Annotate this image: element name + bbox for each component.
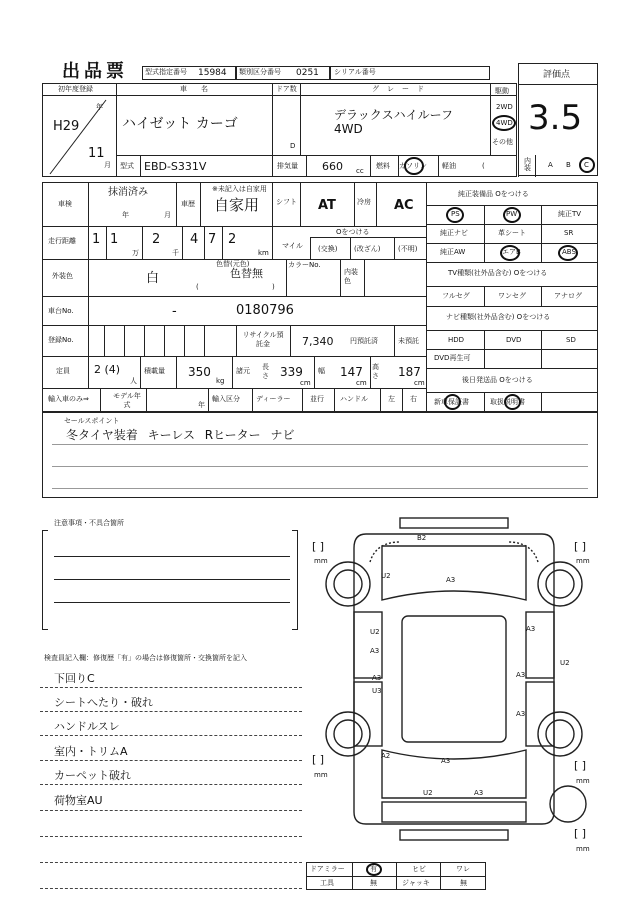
first-reg-label: 初年度登録 <box>58 85 93 93</box>
year-unit: 年 <box>198 401 205 409</box>
mm-tr: mm <box>576 557 590 565</box>
model-cert-number: 15984 <box>198 68 227 78</box>
navi-sd: SD <box>566 336 576 344</box>
load-label: 積載量 <box>144 367 165 375</box>
interior-c: C <box>584 161 589 169</box>
equip-airbag: エアB <box>502 248 521 256</box>
navi-title: ナビ種類(社外品含む) Oをつける <box>446 313 551 321</box>
equip-pw: PW <box>506 210 518 218</box>
length-unit: cm <box>300 379 311 387</box>
import-dealer: ディーラー <box>256 395 291 403</box>
fuel-gas: ガソリン <box>399 162 427 170</box>
diagram-mark-a3-right1: A3 <box>526 625 536 633</box>
score-label: 評価点 <box>543 70 571 80</box>
doors-label: ドア数 <box>276 85 297 93</box>
steering-label: ハンドル <box>340 395 368 403</box>
import-label: 輸入車のみ⇒ <box>48 395 89 403</box>
unknown-label: (不明) <box>398 245 418 253</box>
first-reg-month: 11 <box>88 146 105 161</box>
mileage-digit-2: 1 <box>110 232 119 247</box>
paren-open: ( <box>196 283 199 291</box>
chassis-label: 車台No. <box>48 307 74 315</box>
bracket-bl: [ ] <box>312 753 325 766</box>
diagram-mark-a3-rear: A3 <box>441 757 451 765</box>
drive-2wd: 2WD <box>496 103 513 111</box>
cc-unit: cc <box>356 167 364 175</box>
note-item-4: 室内・トリムA <box>54 745 128 758</box>
jack-value: 無 <box>460 879 467 887</box>
equip-airbag-circle <box>500 245 520 261</box>
serial-label: シリアル番号 <box>334 68 376 76</box>
first-reg-era: H29 <box>53 119 80 134</box>
shaken-year: 年 <box>122 211 129 219</box>
interior-b: B <box>566 161 571 169</box>
interior-label: 内装 <box>524 157 531 172</box>
length-label: 長さ <box>262 363 269 380</box>
fuel-diesel: 軽油 <box>442 162 456 170</box>
sales-point-box <box>42 412 598 498</box>
tools-label: 工具 <box>320 879 334 887</box>
recycle-amount: 7,340 <box>302 335 334 348</box>
sales-point-text: 冬タイヤ装着 キーレス Rヒーター ナビ <box>66 428 295 442</box>
diagram-mark-a3-left2: A3 <box>372 674 382 682</box>
tv-title: TV種類(社外品含む) Oをつける <box>448 269 548 277</box>
ext-color: 白 <box>146 271 160 286</box>
recycle-unpaid: 未預託 <box>398 337 419 345</box>
class-label: 類別区分番号 <box>239 68 281 76</box>
door-mirror-label: ドアミラー <box>310 865 345 873</box>
recycle-unit: 円預託済 <box>350 337 378 345</box>
ac-label: 冷房 <box>357 198 371 206</box>
tools-value: 無 <box>370 879 377 887</box>
fuel-gas-circle <box>404 157 424 175</box>
reg-no-label: 登録No. <box>48 336 74 344</box>
displacement-label: 排気量 <box>277 162 298 170</box>
width-unit: cm <box>356 379 367 387</box>
equip-leather: 革シート <box>498 229 526 237</box>
load-unit: kg <box>216 377 225 385</box>
repaint-value: 色替無 <box>230 267 263 280</box>
note-item-3: ハンドルスレ <box>54 720 120 733</box>
steering-left: 左 <box>388 395 395 403</box>
form-title: 出品票 <box>62 61 128 82</box>
recycle-label: リサイクル預託金 <box>242 331 284 348</box>
navi-hdd: HDD <box>448 336 465 344</box>
diagram-mark-u3-left: U3 <box>372 687 382 695</box>
diagram-mark-a2: A2 <box>381 752 391 760</box>
mileage-label: 走行距離 <box>48 237 76 245</box>
drive-label: 駆動 <box>495 87 509 95</box>
equip-navi: 純正ナビ <box>440 229 468 237</box>
tv-fullseg: フルセグ <box>442 292 470 300</box>
equipment-title: 純正装備品 Oをつける <box>458 190 529 198</box>
color-no-label: カラーNo. <box>288 261 321 269</box>
ac-value: AC <box>394 198 414 213</box>
dims-label: 諸元 <box>236 367 250 375</box>
bracket-br: [ ] <box>574 759 587 772</box>
class-number: 0251 <box>296 68 319 78</box>
drive-4wd: 4WD <box>496 119 513 127</box>
swap-label: (交換) <box>318 245 338 253</box>
mm-bl: mm <box>314 771 328 779</box>
import-parallel: 並行 <box>310 395 324 403</box>
tv-analog: アナログ <box>554 292 582 300</box>
interior-a: A <box>548 161 553 169</box>
notes-label: 注意事項・不具合箇所 <box>54 519 124 527</box>
car-name-label: 車名 <box>180 85 222 93</box>
model-cert-label: 型式指定番号 <box>145 68 187 76</box>
mm-br2: mm <box>576 845 590 853</box>
year-suffix: 年 <box>96 103 103 111</box>
bracket-tl: [ ] <box>312 540 325 553</box>
mm-tl: mm <box>314 557 328 565</box>
dent-label: ワレ <box>456 865 470 873</box>
doors-value: D <box>290 142 296 150</box>
bracket-br2: [ ] <box>574 827 587 840</box>
man-unit: 万 <box>132 249 139 257</box>
diagram-mark-u2-front: U2 <box>381 572 391 580</box>
width-label: 幅 <box>318 367 325 375</box>
later-title: 後日発送品 Oをつける <box>462 376 533 384</box>
door-mirror-circle <box>366 863 382 876</box>
shift-label: シフト <box>276 198 297 206</box>
diagram-mark-a3-left1: A3 <box>370 647 380 655</box>
later-warranty-circle <box>444 394 461 410</box>
steering-right: 右 <box>410 395 417 403</box>
height-value: 187 <box>398 365 421 379</box>
tv-oneseg: ワンセグ <box>498 292 526 300</box>
diagram-mark-u2-bumper: U2 <box>423 789 433 797</box>
load-value: 350 <box>188 365 211 379</box>
capacity-unit: 人 <box>130 377 137 385</box>
shaken-status: 抹消済み <box>108 187 148 198</box>
later-warranty: 新車保証書 <box>434 398 469 406</box>
later-manual: 取扱説明書 <box>490 398 525 406</box>
equip-pw-circle <box>503 207 521 223</box>
mile-label: マイル <box>282 242 303 250</box>
repaint-label: 色替(元色) <box>216 260 250 268</box>
import-class-label: 輸入区分 <box>212 395 240 403</box>
model-code-label: 型式 <box>120 162 134 170</box>
paren-close: ) <box>272 283 275 291</box>
month-suffix: 月 <box>104 161 111 169</box>
equip-sr: SR <box>564 229 574 237</box>
displacement-value: 660 <box>322 160 343 173</box>
score-value: 3.5 <box>528 98 583 138</box>
equip-tv: 純正TV <box>558 210 582 218</box>
grade-value: デラックスハイルーフ 4WD <box>334 108 454 136</box>
inspector-label: 検査員記入欄：修復歴「有」の場合は修復箇所・交換箇所を記入 <box>44 654 247 662</box>
length-value: 339 <box>280 365 303 379</box>
drive-other: その他 <box>492 138 513 146</box>
diagram-mark-b2: B2 <box>417 534 427 542</box>
fuel-label: 燃料 <box>376 162 390 170</box>
grade-label: グレード <box>372 85 432 93</box>
altered-label: (改ざん) <box>354 245 381 253</box>
mileage-digit-5: 7 <box>208 232 217 247</box>
equip-abs: ABS <box>562 248 576 256</box>
height-label: 高さ <box>372 363 379 380</box>
usage-note: ※未記入は自家用 <box>212 185 267 193</box>
width-value: 147 <box>340 365 363 379</box>
ext-color-label: 外装色 <box>52 272 73 280</box>
equip-ps-circle <box>446 207 464 223</box>
equip-abs-circle <box>558 245 578 261</box>
diagram-mark-a3-hood: A3 <box>446 576 456 584</box>
diagram-mark-a3-bumper: A3 <box>474 789 484 797</box>
sales-point-label: セールスポイント <box>64 417 120 425</box>
diagram-mark-a3-right2: A3 <box>516 671 526 679</box>
shaken-month: 月 <box>164 211 171 219</box>
shaken-label: 車検 <box>58 200 72 208</box>
capacity-value: 2 (4) <box>94 363 121 376</box>
navi-dvd: DVD <box>506 336 522 344</box>
diagram-mark-a3-right3: A3 <box>516 710 526 718</box>
shift-value: AT <box>318 198 336 213</box>
mileage-digit-3: 2 <box>152 232 161 247</box>
diagram-mark-u2-left: U2 <box>370 628 380 636</box>
attach-note: Oをつける <box>336 228 370 236</box>
dvd-label: DVD再生可 <box>434 354 471 362</box>
jack-label: ジャッキ <box>402 879 430 887</box>
usage-label: 車歴 <box>181 200 195 208</box>
notes-bracket-right <box>292 530 298 630</box>
mm-br: mm <box>576 777 590 785</box>
diagram-mark-u2-right: U2 <box>560 659 570 667</box>
chassis-no: 0180796 <box>236 303 294 318</box>
model-year-label: モデル年式 <box>113 392 141 409</box>
equip-aw: 純正AW <box>440 248 466 256</box>
notes-bracket-left <box>42 530 48 630</box>
note-item-6: 荷物室AU <box>54 794 103 807</box>
height-unit: cm <box>414 379 425 387</box>
note-item-5: カーペット破れ <box>54 769 131 782</box>
capacity-label: 定員 <box>56 367 70 375</box>
sen-unit: 千 <box>172 249 179 257</box>
car-name: ハイゼット カーゴ <box>122 116 238 132</box>
km-unit: km <box>258 249 269 257</box>
mileage-digit-4: 4 <box>190 232 199 247</box>
note-item-1: 下回りC <box>54 672 95 685</box>
equip-ps: PS <box>451 210 460 218</box>
model-code: EBD-S331V <box>144 160 207 173</box>
mileage-digit-1: 1 <box>92 232 101 247</box>
door-mirror-value: 有 <box>370 865 377 873</box>
mileage-digit-6: 2 <box>228 232 237 247</box>
usage-value: 自家用 <box>214 196 260 214</box>
later-manual-circle <box>504 394 521 410</box>
int-color-label: 内装色 <box>344 268 358 285</box>
note-item-2: シートへたり・破れ <box>54 696 153 709</box>
crack-label: ヒビ <box>412 865 426 873</box>
car-diagram <box>310 512 600 852</box>
chassis-prefix: - <box>172 304 177 319</box>
bracket-tr: [ ] <box>574 540 587 553</box>
fuel-paren: ( <box>482 162 485 170</box>
